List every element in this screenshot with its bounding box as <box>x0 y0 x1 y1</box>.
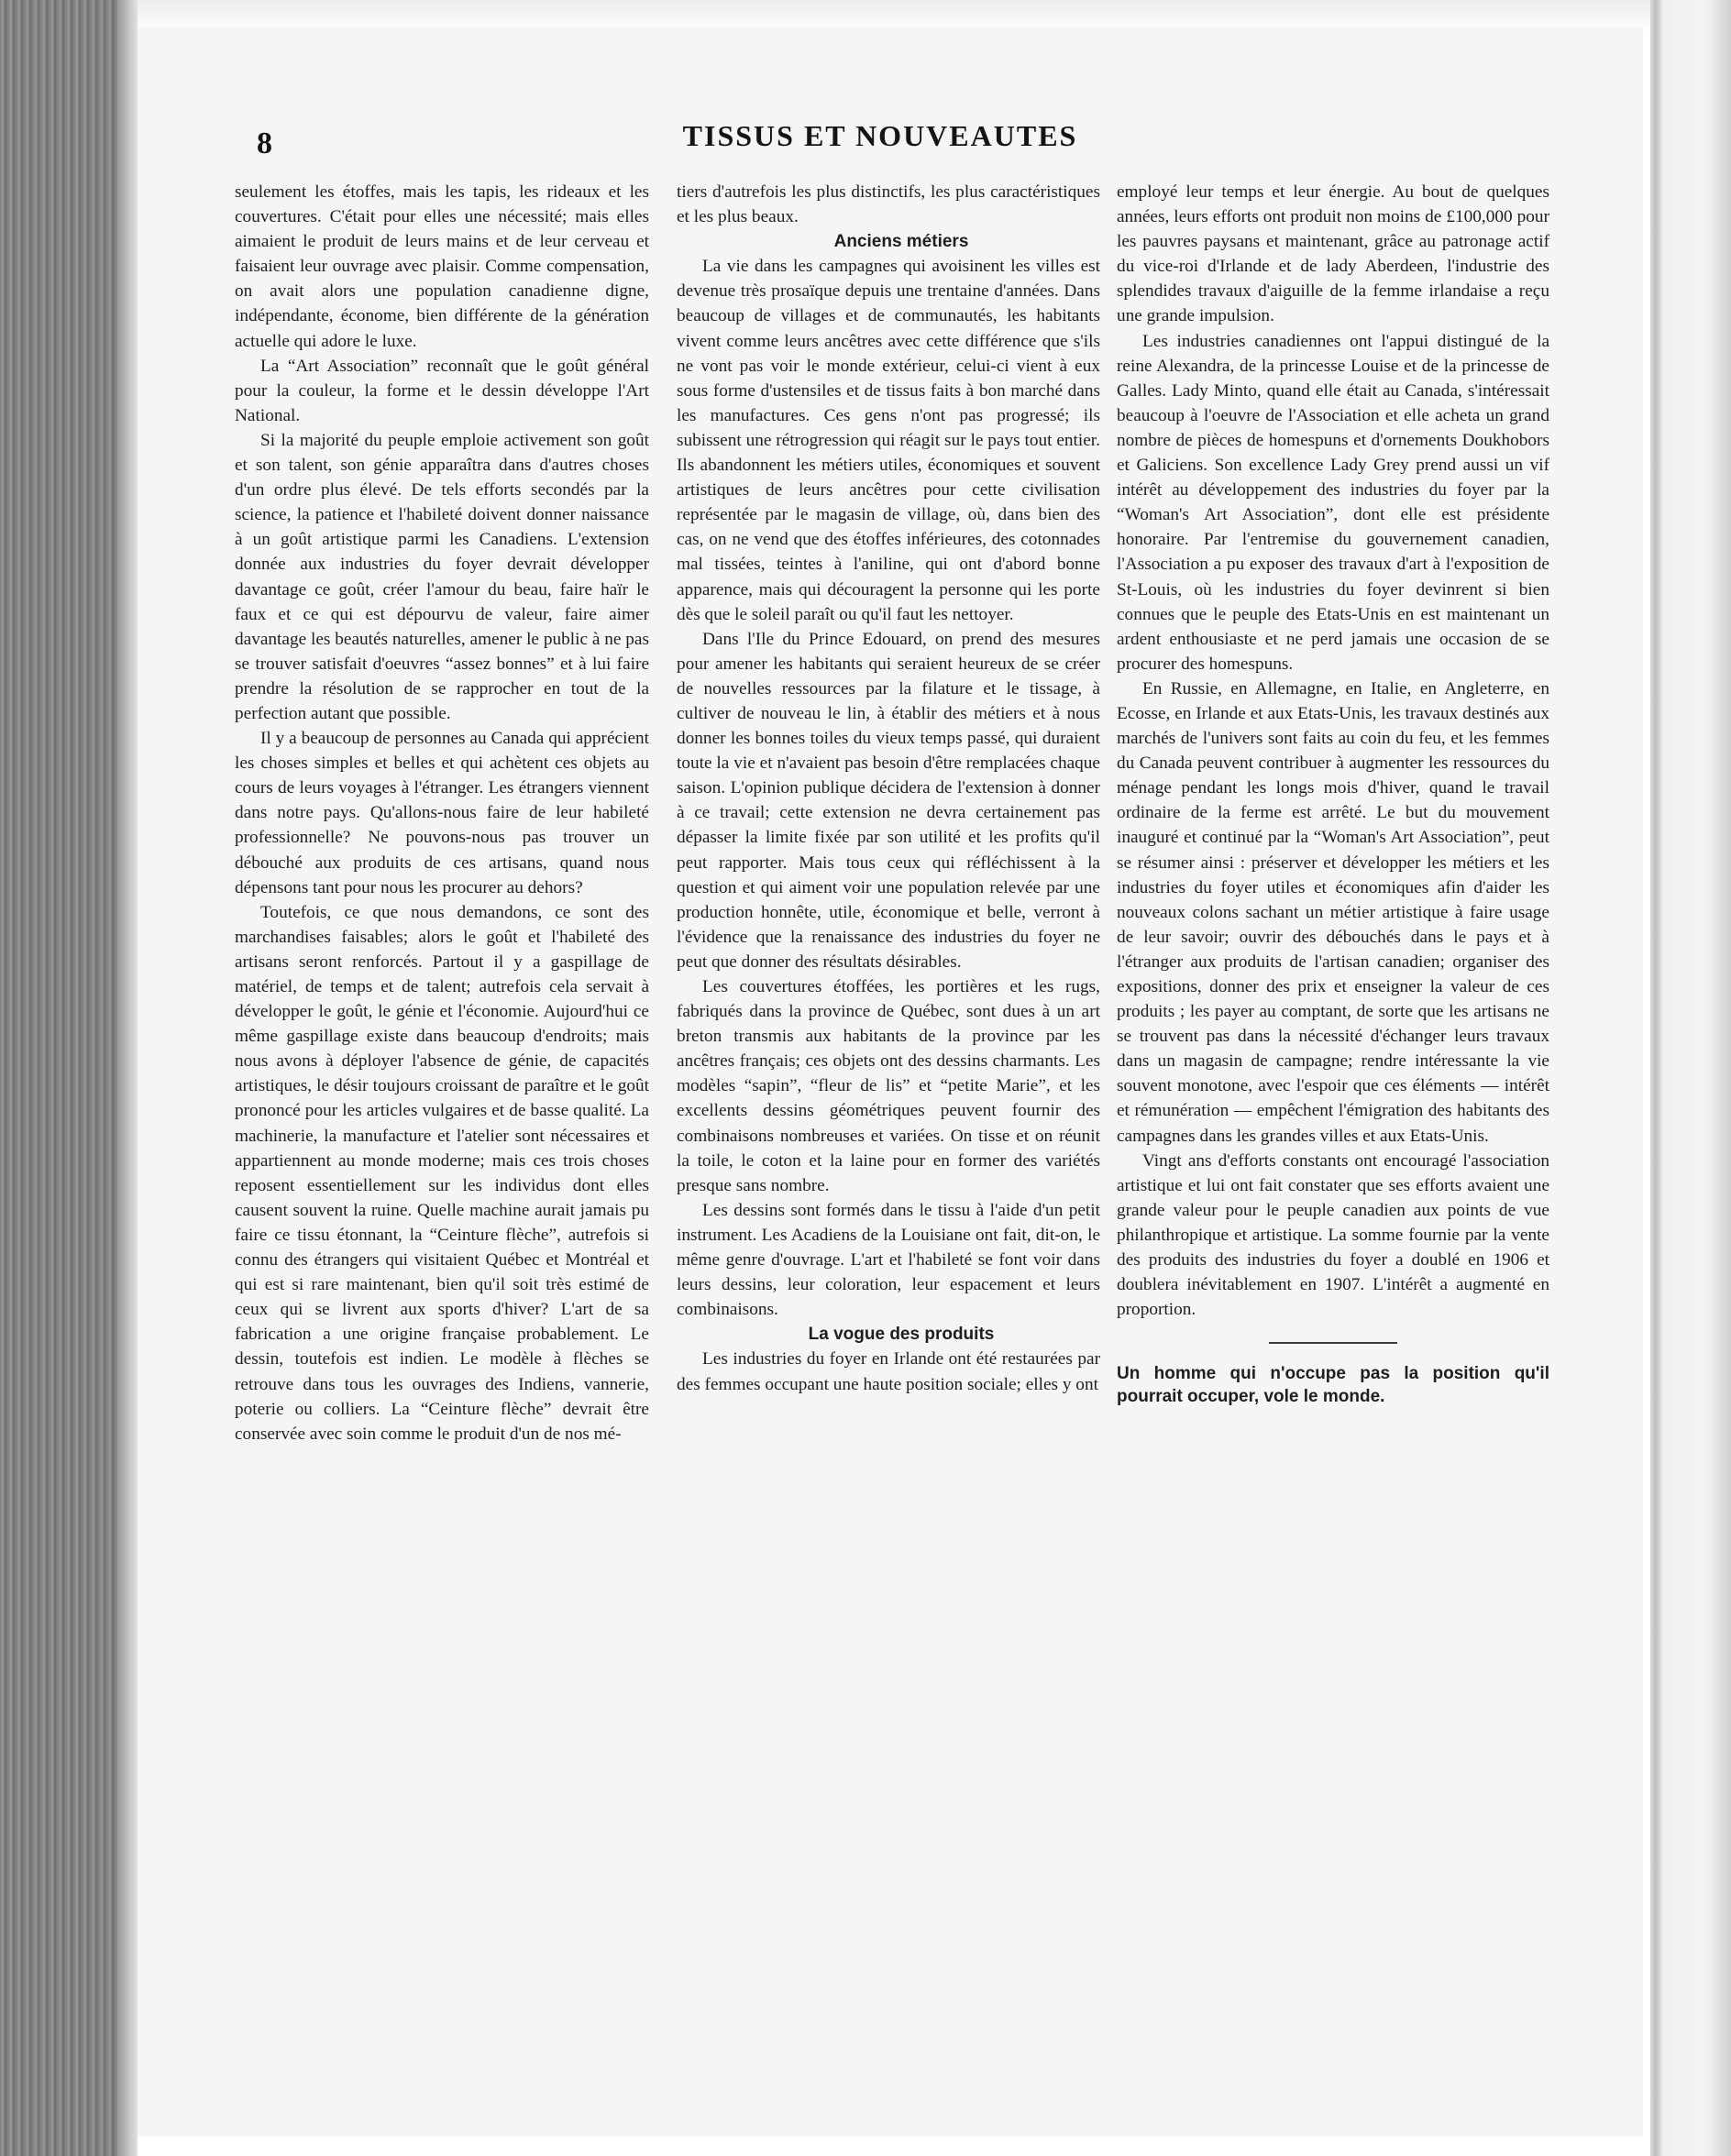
maxim-quote: Un homme qui n'occupe pas la position qu'il pourrait occuper, vole le monde. <box>1117 1364 1549 1407</box>
paragraph: Les industries canadiennes ont l'appui distingué de la reine Alexandra, de la princesse Louise et de la princesse de Galles. Lady Minto, quand elle était au Canada, s'intéressait beaucoup à l'oeuvre de l'Association et elle acheta un grand nombre de pièces de homespuns et d'ornements Doukhobors et Galiciens. Son excellence Lady Grey prend aussi un vif intérêt au développement des industries du foyer par la “Woman's Art Association”, dont elle est présidente honoraire. Par l'entremise du gouvernement canadien, l'Association a pu exposer des travaux d'art à l'exposition de St-Louis, où les industries du foyer devinrent si bien connues que le peuple des Etats-Unis en est maintenant un ardent enthousiaste et ne perd jamais une occasion de se procurer des homespuns. <box>1117 331 1549 674</box>
running-title: TISSUS ET NOUVEAUTES <box>682 119 1078 152</box>
text-column-2 <box>677 180 1100 1397</box>
paragraph: Vingt ans d'efforts constants ont encouragé l'association artistique et lui ont fait constater que ses efforts avaient une grande valeur pour le peuple canadien aux points de vue philanthropique et artistique. La somme fournie par la vente des produits des industries du foyer a doublé en 1906 et doublera inévitablement en 1907. L'intérêt a augmenté en proportion. <box>1117 1150 1549 1320</box>
paragraph: employé leur temps et leur énergie. Au bout de quelques années, leurs efforts ont produit non moins de £100,000 pour les pauvres paysans et maintenant, grâce au patronage actif du vice-roi d'Irlande et de lady Aberdeen, l'industrie des splendides travaux d'aiguille de la femme irlandaise a reçu une grande impulsion. <box>1117 182 1549 326</box>
paragraph: En Russie, en Allemagne, en Italie, en Angleterre, en Ecosse, en Irlande et aux Etats-Unis, les travaux destinés aux marchés de l'univers sont faits au coin du feu, et les femmes du Canada peuvent contribuer à augmenter les ressources du ménage pendant les longs mois d'hiver, quand le travail ordinaire de la ferme est arrêté. Le but du mouvement inauguré et continué par la “Woman's Art Association”, peut se résumer ainsi : préserver et développer les métiers et les industries du foyer utiles et économiques afin d'aider les nouveaux colons sachant un métier artistique à faire usage de leur savoir; ouvrir des débouchés dans le pays et à l'étranger aux produits de l'artisan canadien; organiser des expositions, donner des prix et enseigner la valeur de ces produits ; les payer au comptant, de sorte que les artisans ne se trouvent pas dans la nécessité d'échanger leurs travaux dans un magasin de campagne; rendre intéressante la vie souvent monotone, avec l'espoir que ces éléments — intérêt et rémunération — empêchent l'émigration des habitants des campagnes dans les grandes villes et aux Etats-Unis. <box>1117 678 1549 1146</box>
paragraph: Si la majorité du peuple emploie activement son goût et son talent, son génie apparaîtra dans d'autres choses d'un ordre plus élevé. De tels efforts secondés par la science, la patience et l'habileté doivent donner naissance à un goût artistique parmi les Canadiens. L'extension donnée aux industries du foyer devrait développer davantage ce goût, créer l'amour du beau, faire haïr le faux et ce qui est dépourvu de valeur, faire aimer davantage les beautés naturelles, amener le public à ne pas se trouver satisfait d'oeuvres “assez bonnes” et à lui faire prendre la résolution de se rapprocher en tout de la perfection autant que possible. <box>235 430 649 723</box>
text-column-3 <box>1117 180 1549 1408</box>
book-binding-edge <box>0 0 138 2156</box>
paragraph: tiers d'autrefois les plus distinctifs, les plus caractéristiques et les plus beaux. <box>677 182 1100 227</box>
book-right-edge <box>1650 0 1731 2156</box>
paragraph: La “Art Association” reconnaît que le goût général pour la couleur, la forme et le dessin développe l'Art National. <box>235 356 649 425</box>
separator-rule <box>1269 1342 1397 1344</box>
paragraph: Toutefois, ce que nous demandons, ce sont des marchandises faisables; alors le goût et l'habileté des artisans seront renforcés. Partout il y a gaspillage de matériel, de temps et de talent; autrefois cela servait à développer le goût, le génie et l'économie. Aujourd'hui ce même gaspillage existe dans beaucoup d'endroits; mais nous avons à déployer l'absence de génie, de capacités artistiques, le désir toujours croissant de paraître et le goût prononcé pour les articles vulgaires et de basse qualité. La machinerie, la manufacture et l'atelier sont nécessaires et appartiennent au monde moderne; mais ces trois choses reposent essentiellement sur les individus dont elles causent souvent la ruine. Quelle machine aurait jamais pu faire ce tissu étonnant, la “Ceinture flèche”, autrefois si connu des étrangers qui visitaient Québec et Montréal et qui est si rare maintenant, bien qu'il soit très estimé de ceux qui se livrent aux sports d'hiver? L'art de sa fabrication a une origine française probablement. Le dessin, toutefois est indien. Le modèle à flèches se retrouve dans tous les ouvrages des Indiens, vannerie, poterie ou colliers. La “Ceinture flèche” devrait être conservée avec soin comme le produit d'un de nos mé- <box>235 902 649 1444</box>
text-column-1 <box>235 180 649 1446</box>
paragraph: Il y a beaucoup de personnes au Canada qui apprécient les choses simples et belles et qui achètent ces objets au cours de leurs voyages à l'étranger. Les étrangers viennent dans notre pays. Qu'allons-nous faire de leur habileté professionnelle? Ne pouvons-nous pas trouver un débouché aux produits de ces artisans, quand nous dépensons tant pour nous les procurer au dehors? <box>235 729 649 897</box>
paragraph: Dans l'Ile du Prince Edouard, on prend des mesures pour amener les habitants qui seraient heureux de se créer de nouvelles ressources par la filature et le tissage, à cultiver de nouveau le lin, à établir des métiers et à nous donner les bonnes toiles du vieux temps passé, qui duraient toute la vie et n'avaient pas besoin d'être remplacées chaque saison. L'opinion publique décidera de l'extension à donner à ce travail; cette extension ne devra certainement pas dépasser la limite fixée par son utilité et les profits qu'il peut rapporter. Mais tous ceux qui réfléchissent à la question et qui aiment voir une population relevée par une production honnête, utile, économique et belle, verront à l'évidence que la renaissance des industries du foyer ne peut que donner des résultats désirables. <box>677 629 1100 972</box>
section-heading-vogue-des-produits: La vogue des produits <box>808 1325 995 1345</box>
page-number: 8 <box>257 126 272 160</box>
section-heading-anciens-metiers: Anciens métiers <box>833 232 969 252</box>
paragraph: Les couvertures étoffées, les portières et les rugs, fabriqués dans la province de Québec, sont dues à un art breton transmis aux habitants de la province par les ancêtres français; ces objets ont des dessins charmants. Les modèles “sapin”, “fleur de lis” et “petite Marie”, et les excellents dessins géométriques peuvent fournir des combinaisons nombreuses et variées. On tisse et on réunit la toile, le coton et la laine pour en former des variétés presque sans nombre. <box>677 977 1100 1195</box>
paragraph: Les industries du foyer en Irlande ont été restaurées par des femmes occupant une haute position sociale; elles y ont <box>677 1349 1100 1394</box>
paragraph: Les dessins sont formés dans le tissu à l'aide d'un petit instrument. Les Acadiens de la Louisiane ont fait, dit-on, le même genre d'ouvrage. L'art et l'habileté se font voir dans leurs dessins, leur coloration, leur espacement et leurs combinaisons. <box>677 1200 1100 1320</box>
paragraph: La vie dans les campagnes qui avoisinent les villes est devenue très prosaïque depuis une trentaine d'années. Dans beaucoup de villages et de communautés, les habitants vivent comme leurs ancêtres avec cette différence que s'ils ne vont pas voir le monde extérieur, celui-ci vient à eux sous forme d'ustensiles et de tissus faits à bon marché dans les manufactures. Ces gens n'ont pas progressé; ils subissent une rétrogression qui réagit sur le pays tout entier. Ils abandonnent les métiers utiles, économiques et souvent artistiques de leurs ancêtres pour cette civilisation représentée par le magasin de village, où, dans bien des cas, on ne vend que des étoffes inférieures, des cotonnades mal tissées, teintes à l'aniline, qui ont d'abord bonne apparence, mais qui découragent la personne qui les porte dès que le soleil paraît ou qu'il faut les nettoyer. <box>677 257 1100 624</box>
paragraph: seulement les étoffes, mais les tapis, les rideaux et les couvertures. C'était pour elles une nécessité; mais elles aimaient le produit de leurs mains et de leur cerveau et faisaient leur ouvrage avec plaisir. Comme compensation, on avait alors une population canadienne digne, indépendante, économe, bien différente de la génération actuelle qui adore le luxe. <box>235 182 649 351</box>
